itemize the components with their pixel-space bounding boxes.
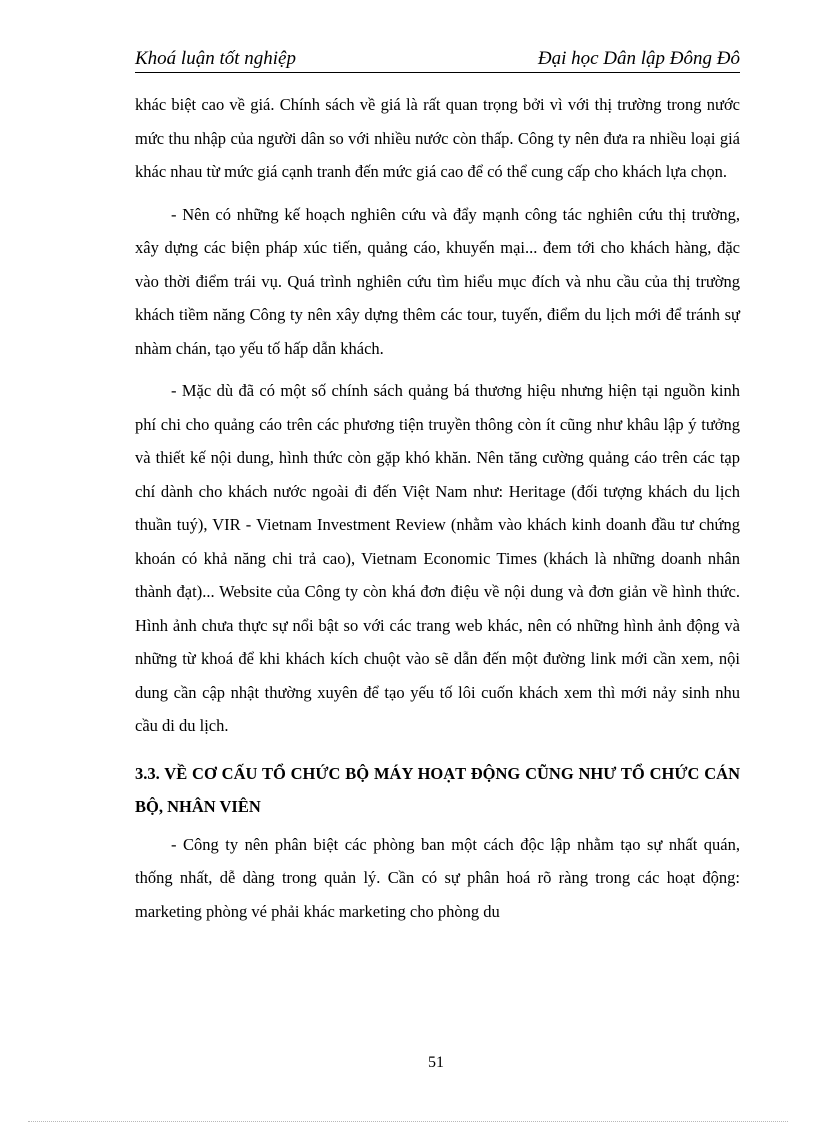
paragraph-advertising: - Mặc dù đã có một số chính sách quảng bá thương hiệu nhưng hiện tại nguồn kinh phí chi cho quảng cáo trên các phương tiện truyền thông còn ít cũng như khâu lập ý tưởng và thiết kế nội dung, hình thức còn gặp khó khăn. Nên tăng cường quảng cáo trên các tạp chí dành cho khách nước ngoài đi đến Việt Nam như: Heritage (đối tượng khách du lịch thuần tuý), VIR - Vietnam Investment Review (nhằm vào khách kinh doanh đầu tư chứng khoán có khả năng chi trả cao), Vietnam Economic Times (khách là những doanh nhân thành đạt)... Website của Công ty còn khá đơn điệu về nội dung và đơn giản về hình thức. Hình ảnh chưa thực sự nổi bật so với các trang web khác, nên có những hình ảnh động và những từ khoá để khi khách kích chuột vào sẽ dẫn đến một đường link mới cần xem, nội dung cần cập nhật thường xuyên để tạo yếu tố lôi cuốn khách xem thì mới nảy sinh nhu cầu di du lịch. xyxy=(135,381,740,735)
paragraph-organization: - Công ty nên phân biệt các phòng ban một cách độc lập nhằm tạo sự nhất quán, thống nhất, dễ dàng trong quản lý. Cần có sự phân hoá rõ ràng trong các hoạt động: marketing phòng vé phải khác marketing cho phòng du xyxy=(135,834,740,921)
running-header xyxy=(135,46,740,73)
header-thesis-label: Khoá luận tốt nghiệp xyxy=(135,48,296,69)
page-body xyxy=(135,88,740,928)
page-bottom-divider xyxy=(28,1121,788,1122)
paragraph-pricing: khác biệt cao về giá. Chính sách về giá là rất quan trọng bởi vì với thị trường trong nước mức thu nhập của người dân so với nhiều nước còn thấp. Công ty nên đưa ra nhiều loại giá khác nhau từ mức giá cạnh tranh đến mức giá cao để có thể cung cấp cho khách lựa chọn. xyxy=(135,95,740,181)
paragraph-market-research: - Nên có những kế hoạch nghiên cứu và đẩy mạnh công tác nghiên cứu thị trường, xây dựng các biện pháp xúc tiến, quảng cáo, khuyến mại... đem tới cho khách hàng, đặc vào thời điểm trái vụ. Quá trình nghiên cứu tìm hiểu mục đích và nhu cầu của thị trường khách tiềm năng Công ty nên xây dựng thêm các tour, tuyến, điểm du lịch mới để tránh sự nhàm chán, tạo yếu tố hấp dẫn khách. xyxy=(135,204,740,358)
page-number: 51 xyxy=(428,1054,444,1071)
section-heading: 3.3. VỀ CƠ CẤU TỔ CHỨC BỘ MÁY HOẠT ĐỘNG CŨNG NHƯ TỔ CHỨC CÁN BỘ, NHÂN VIÊN xyxy=(135,763,740,816)
header-university-label: Đại học Dân lập Đông Đô xyxy=(537,48,740,69)
